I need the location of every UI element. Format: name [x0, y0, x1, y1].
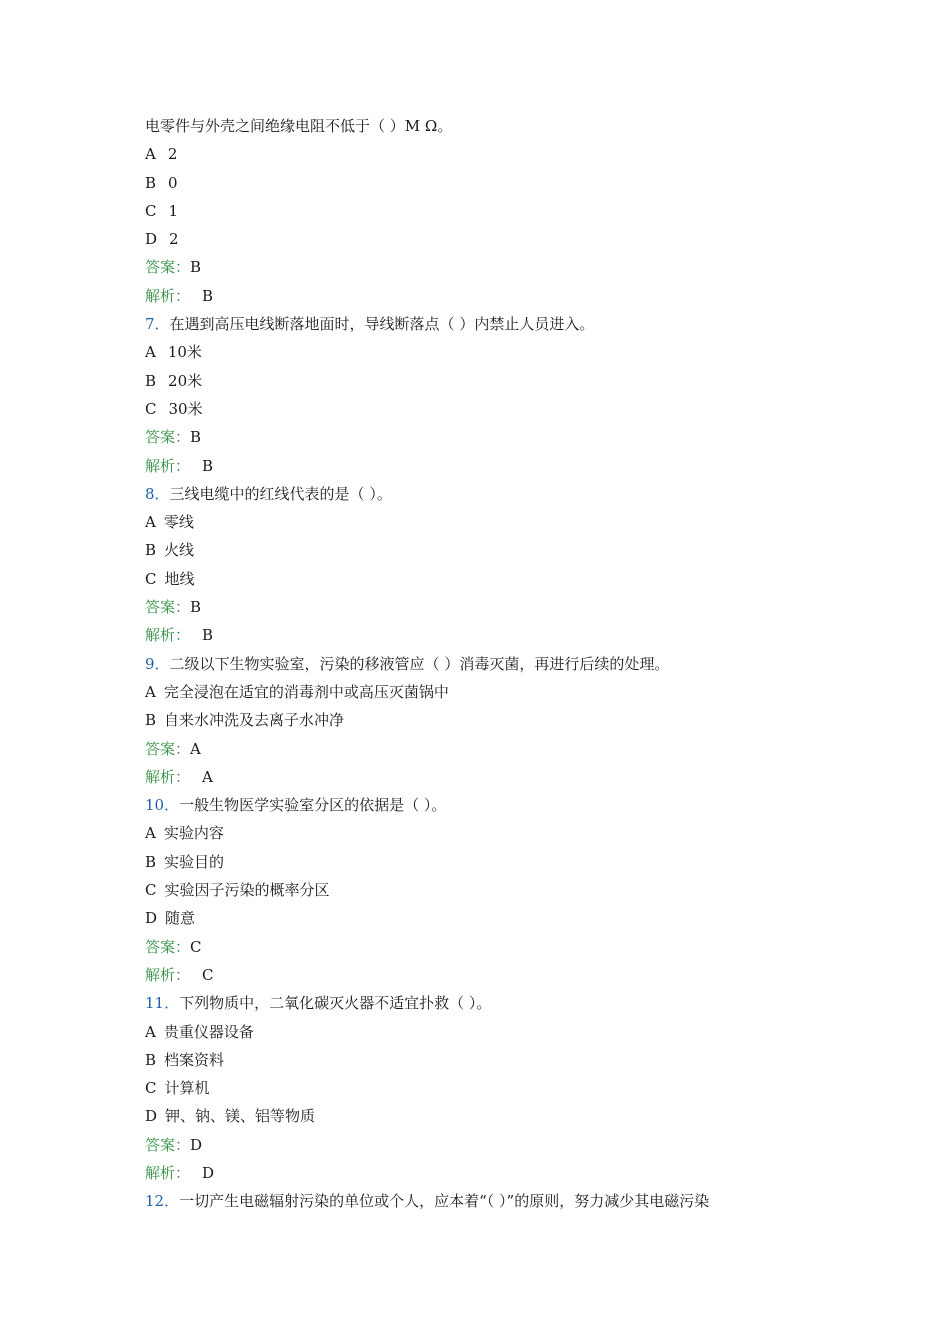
explanation-line	[145, 621, 845, 649]
answer-label: 答案：	[145, 428, 191, 447]
option-text: 2	[167, 145, 178, 164]
question-number: 9．	[145, 654, 170, 673]
option-text: 20米	[168, 371, 203, 390]
option-letter: C	[145, 399, 157, 418]
answer-line	[145, 933, 845, 961]
explanation-label: 解析：	[145, 286, 191, 305]
option-text: 贵重仪器设备	[163, 1022, 254, 1041]
option	[145, 678, 845, 706]
answer-label: 答案：	[145, 937, 191, 956]
option	[145, 367, 845, 395]
answer-label: 答案：	[145, 258, 191, 277]
option	[145, 706, 845, 734]
option-letter: D	[145, 909, 158, 928]
question-stem	[145, 791, 845, 819]
option-letter: C	[145, 569, 157, 588]
question-stem	[145, 989, 845, 1017]
question-number: 12．	[145, 1192, 180, 1211]
option-text: 地线	[164, 569, 195, 588]
answer-value: B	[190, 258, 202, 277]
option-letter: A	[145, 343, 156, 362]
option-text: 计算机	[164, 1079, 210, 1098]
explanation-value: C	[202, 965, 214, 984]
answer-value: B	[190, 428, 202, 447]
option	[145, 508, 845, 536]
document-page	[145, 112, 845, 1216]
option-letter: B	[145, 541, 157, 560]
option-letter: B	[145, 852, 157, 871]
explanation-line	[145, 282, 845, 310]
option-text: 实验目的	[164, 852, 225, 871]
answer-label: 答案：	[145, 1135, 191, 1154]
question-stem	[145, 480, 845, 508]
option	[145, 1018, 845, 1046]
option-text: 2	[169, 230, 179, 249]
option-letter: C	[145, 201, 157, 220]
option-letter: B	[145, 173, 157, 192]
question-text: 在遇到高压电线断落地面时，导线断落点（ ）内禁止人员进入。	[169, 315, 595, 334]
option-letter: A	[145, 682, 156, 701]
question-stem	[145, 650, 845, 678]
explanation-value: B	[202, 456, 214, 475]
option-letter: A	[145, 824, 156, 843]
question-text: 二级以下生物实验室，污染的移液管应（ ）消毒灭菌，再进行后续的处理。	[169, 654, 670, 673]
question-text: 下列物质中，二氧化碳灭火器不适宜扑救（ ）。	[179, 994, 492, 1013]
option-text: 火线	[164, 541, 195, 560]
answer-value: D	[190, 1135, 203, 1154]
option-letter: B	[145, 371, 157, 390]
explanation-value: B	[202, 626, 214, 645]
answer-line	[145, 735, 845, 763]
option	[145, 536, 845, 564]
option	[145, 565, 845, 593]
question-stem: 电零件与外壳之间绝缘电阻不低于（ ）M Ω。	[145, 117, 453, 135]
answer-line	[145, 1131, 845, 1159]
answer-line	[145, 423, 845, 451]
option-text: 实验因子污染的概率分区	[164, 881, 330, 900]
explanation-label: 解析：	[145, 456, 191, 475]
option-text: 实验内容	[163, 824, 224, 843]
explanation-label: 解析：	[145, 1163, 191, 1182]
answer-value: A	[190, 739, 201, 758]
option-text: 档案资料	[164, 1050, 225, 1069]
option-letter: D	[145, 1107, 158, 1126]
explanation-line	[145, 1159, 845, 1187]
option	[145, 338, 845, 366]
explanation-label: 解析：	[145, 626, 191, 645]
answer-value: B	[190, 598, 202, 617]
explanation-line	[145, 452, 845, 480]
option-letter: D	[145, 230, 158, 249]
question-stem	[145, 1187, 845, 1215]
answer-label: 答案：	[145, 739, 191, 758]
option-letter: B	[145, 1050, 157, 1069]
answer-label: 答案：	[145, 598, 191, 617]
option	[145, 225, 845, 253]
option	[145, 848, 845, 876]
question-text: 一般生物医学实验室分区的依据是（ ）。	[179, 796, 447, 815]
option-text: 随意	[165, 909, 196, 928]
option	[145, 1102, 845, 1130]
option-text: 自来水冲洗及去离子水冲净	[164, 711, 345, 730]
option-text: 0	[168, 173, 178, 192]
option-letter: A	[145, 145, 156, 164]
option	[145, 395, 845, 423]
option-letter: A	[145, 1022, 156, 1041]
option-text: 10米	[167, 343, 202, 362]
question-number: 11．	[145, 994, 180, 1013]
explanation-label: 解析：	[145, 965, 191, 984]
option-text: 1	[168, 201, 179, 220]
option-letter: A	[145, 513, 156, 532]
explanation-value: D	[202, 1163, 215, 1182]
option	[145, 819, 845, 847]
option	[145, 169, 845, 197]
explanation-value: A	[202, 767, 213, 786]
option-text: 30米	[168, 399, 203, 418]
option-letter: C	[145, 1079, 157, 1098]
explanation-line	[145, 961, 845, 989]
option	[145, 140, 845, 168]
explanation-value: B	[202, 286, 214, 305]
question-text: 三线电缆中的红线代表的是（ ）。	[169, 484, 392, 503]
option	[145, 1046, 845, 1074]
option	[145, 197, 845, 225]
option-letter: B	[145, 711, 157, 730]
explanation-label: 解析：	[145, 767, 191, 786]
answer-line	[145, 253, 845, 281]
option-text: 完全浸泡在适宜的消毒剂中或高压灭菌锅中	[163, 682, 449, 701]
question-number: 7．	[145, 315, 170, 334]
option-letter: C	[145, 881, 157, 900]
option	[145, 876, 845, 904]
answer-line	[145, 593, 845, 621]
question-text: 一切产生电磁辐射污染的单位或个人，应本着“（ ）”的原则，努力减少其电磁污染	[179, 1192, 710, 1211]
question-number: 10．	[145, 796, 180, 815]
answer-value: C	[190, 937, 202, 956]
question-number: 8．	[145, 484, 170, 503]
question-stem	[145, 310, 845, 338]
option	[145, 1074, 845, 1102]
option-text: 钾、钠、镁、铝等物质	[165, 1107, 316, 1126]
option-text: 零线	[163, 513, 194, 532]
option	[145, 904, 845, 932]
explanation-line	[145, 763, 845, 791]
